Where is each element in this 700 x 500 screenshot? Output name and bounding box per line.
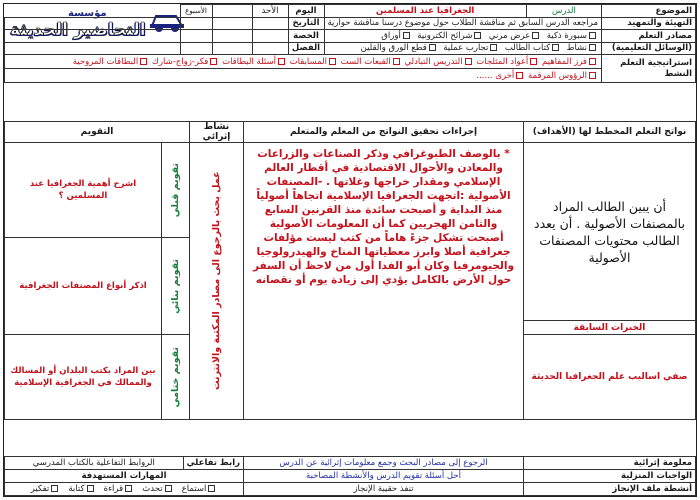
checkbox-writing[interactable] <box>87 485 94 492</box>
skills-label: المهارات المستهدفة <box>5 470 244 483</box>
procedural-text: الرجوع إلى مصادر البحث وجمع معلومات إثرائية عن الدرس <box>244 457 524 470</box>
eval-type-2: تقويم بنائي <box>162 238 190 335</box>
eval-type-1: تقويم قبلي <box>162 143 190 238</box>
prior-label: الخبرات السابقة <box>524 321 696 335</box>
logo-line1: مؤسسة <box>68 8 107 19</box>
lesson-plan-sheet <box>3 3 697 497</box>
checkbox-speaking[interactable] <box>165 485 172 492</box>
goals-text: أن يبين الطالب المراد بالمصنفات الأصولية . أن يعدد الطالب محتويات المصنفات الأصولية <box>534 198 685 265</box>
subject-label: الموضوع <box>602 5 696 18</box>
lesson-value: الجغرافيا عند المسلمين <box>324 5 526 18</box>
enrichment-text: عمل بحث بالرجوع الى مصادر المكتبة والانترنت <box>211 171 222 391</box>
interactive-text[interactable]: الروابط التفاعلية بالكتاب المدرسي <box>5 457 184 470</box>
resources-row2: نشاط كتاب الطالب تجارب عملية قطع الورق والقلين <box>324 42 602 55</box>
strategy-label: استراتيجية التعلم النشط <box>602 55 696 83</box>
checkbox-thinking[interactable] <box>51 485 58 492</box>
enrichment-cell <box>190 143 244 420</box>
lesson-label: الدرس <box>526 5 601 18</box>
eval-question-1: اشرح أهمية الجغرافيا عند المسلمين ؟ <box>5 143 162 238</box>
class-label: الفصل <box>288 42 324 55</box>
portfolio-text: تنفذ حقيبة الإنجاز <box>244 483 524 496</box>
portfolio-label: أنشطة ملف الإنجاز <box>524 483 696 496</box>
eval-question-3: بين المراد بكتب البلدان أو المسالك والممالك في الجغرافية الإسلامية <box>5 335 162 420</box>
day-value: الأحد <box>252 5 288 18</box>
strategies-row1: فرز المفاهيم أعواد المثلجات التدريس التبادلي القبعات الست المسابقات أسئلة البطاقات فكر-زواج-شارك البطاقات المروحية <box>5 55 602 69</box>
homework-label: الواجبات المنزلية <box>524 470 696 483</box>
checkbox-listening[interactable] <box>208 485 215 492</box>
prior-text: صفي اساليب علم الجغرافيا الحديثة <box>524 335 696 420</box>
day-label: اليوم <box>288 5 324 18</box>
resources-sub: (الوسائل التعليمية) <box>602 42 696 55</box>
logo-line2: التحاضير الحديثة <box>10 20 146 40</box>
goals-header: نواتج التعلم المخطط لها (الأهداف) <box>524 122 696 143</box>
footer-table <box>4 456 696 496</box>
checkbox-reading[interactable] <box>125 485 132 492</box>
procedure-text: * بالوصف الطبوغرافي وذكر الصناعات والزراعات والمعادن والأحوال الاقتصادية في أقطار العالم الإسلامي ومقدار خراجها وغلاتها . -المصنفات الأصولية :اتجهت الجغرافيا الإسلامية اتجاهاً أصولياً منذ البداية و أصبحت سائدة منذ القرنين السابع والثامن الهجريين كما أن المعلومات الأصولية أصبحت تشكل جزءً هاماً من كتب ليست مؤلفات جغرافية أصلا وابرز معطياتها المناخ والهيدرولوجيا والجيومرفيا وكان أبو الفدا أول من لاحظ أن السفر حول الأرض بالكامل يؤدي إلى زيادة يوم أو نقصانه <box>252 148 514 286</box>
week-label: الأسبوع <box>180 5 212 18</box>
resources-label: مصادر التعلم <box>602 30 696 43</box>
eval-type-3: تقويم ختامي <box>162 335 190 420</box>
date-label: التاريخ <box>288 17 324 30</box>
enrichment-header: نشاط إثرائي <box>190 122 244 143</box>
eval-question-2: اذكر أنواع المصنفات الجغرافية <box>5 238 162 335</box>
evaluation-header: التقويم <box>5 122 190 143</box>
main-table <box>4 121 696 420</box>
procedure-cell <box>244 143 524 420</box>
interactive-label: رابط تفاعلي <box>183 457 243 470</box>
procedural-label: معلومة إثرائية <box>524 457 696 470</box>
strategies-row2: الرؤوس المرقمة أخرى ...... <box>5 69 602 83</box>
procedures-header: إجراءات تحقيق النواتج من المعلم والمتعلم <box>244 122 524 143</box>
goals-cell <box>524 143 696 321</box>
header-table <box>4 4 696 83</box>
period-label: الحصة <box>288 30 324 43</box>
intro-text: مراجعه الدرس السابق ثم مناقشة الطلاب حول موضوع درسنا مناقشة حوارية <box>324 17 602 30</box>
homework-text: أحل أسئلة تقويم الدرس والأنشطة المصاحبة <box>244 470 524 483</box>
skills-checklist: استماع تحدث قراءة كتابة تفكير <box>5 483 244 496</box>
intro-label: التهيئة والتمهيد <box>602 17 696 30</box>
resources-row1: سبورة ذكية عرض مرني شرائح الكترونية أوراق <box>324 30 602 43</box>
